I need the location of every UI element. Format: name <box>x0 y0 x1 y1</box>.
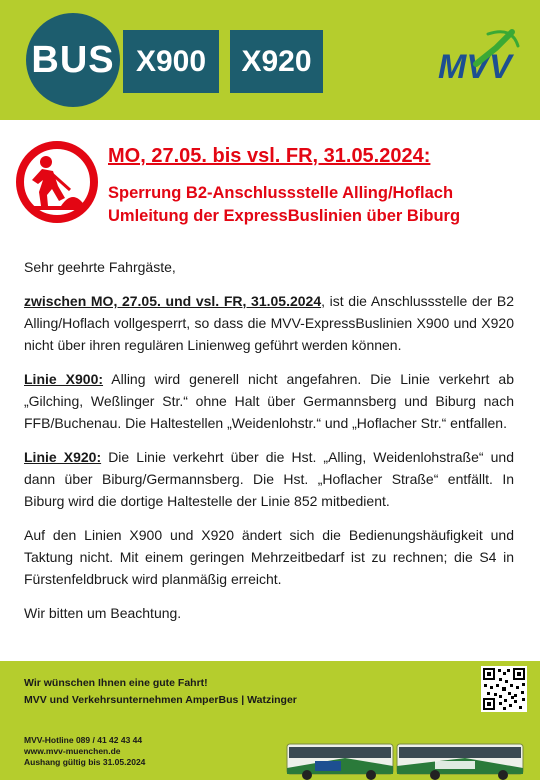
line-badge-x900: X900 <box>123 30 219 93</box>
qr-code[interactable] <box>481 666 527 712</box>
contact-info <box>24 735 145 768</box>
paragraph-frequency: Auf den Linien X900 und X920 ändert sich die Bedienungshäufigkeit und Taktung nicht. Mit einem geringen Mehrzeitbedarf ist zu rechnen; die S4 in Fürstenfeldbruck wird planmäßig erreicht. <box>24 527 514 587</box>
bus-badge: BUS <box>26 13 120 107</box>
paragraph-x900 <box>24 368 514 434</box>
notice-subtitle-line2: Umleitung der ExpressBuslinien über Biburg <box>108 207 461 225</box>
closure-period: zwischen MO, 27.05. und vsl. FR, 31.05.2024 <box>24 293 322 309</box>
x920-label: Linie X920: <box>24 449 102 465</box>
mvv-logo-text: MVV <box>438 48 512 86</box>
x920-text: Die Linie verkehrt über die Hst. „Alling, Weidenlohstraße“ und dann über Biburg/Germannsberg. Die Hst. „Hoflacher Straße“ entfällt. In Biburg wird die dortige Haltestelle der Linie 852 mitbedient. <box>24 449 514 509</box>
notice-body <box>24 256 514 636</box>
greeting: Sehr geehrte Fahrgäste, <box>24 259 176 275</box>
line-badge-x920: X920 <box>230 30 323 93</box>
date-range-title: MO, 27.05. bis vsl. FR, 31.05.2024: <box>108 145 431 167</box>
bus-illustration <box>285 736 525 780</box>
notice-subtitle-line1: Sperrung B2-Anschlussstelle Alling/Hoflach <box>108 184 454 202</box>
validity-text: Aushang gültig bis 31.05.2024 <box>24 757 146 767</box>
header-bar <box>0 0 540 120</box>
good-trip-text: Wir wünschen Ihnen eine gute Fahrt! <box>24 677 208 689</box>
closure-text: , ist die Anschlussstelle der B2 Alling/Hoflach vollgesperrt, so dass die MVV-ExpressBuslinien X900 und X920 nicht über ihren regulären Linienweg geführt werden können. <box>24 293 514 353</box>
operators-text: MVV und Verkehrsunternehmen AmperBus | Watzinger <box>24 694 297 706</box>
roadwork-warning-icon <box>15 140 99 224</box>
mvv-logo <box>436 28 522 86</box>
paragraph-x920 <box>24 446 514 512</box>
hotline-text: MVV-Hotline 089 / 41 42 43 44 <box>24 735 143 745</box>
x900-text: Alling wird generell nicht angefahren. Die Linie verkehrt ab „Gilching, Weßlinger Str.“ ohne Halt über Germannsberg und Biburg nach FFB/Buchenau. Die Haltestellen „Weidenlohstr.“ und „Hoflacher Str.“ entfallen. <box>24 371 514 431</box>
x900-label: Linie X900: <box>24 371 104 387</box>
website-link[interactable]: www.mvv-muenchen.de <box>24 746 121 756</box>
paragraph-closure <box>24 290 514 356</box>
footer-bar <box>0 661 540 780</box>
paragraph-closing: Wir bitten um Beachtung. <box>24 605 182 621</box>
notice-subtitle <box>108 182 460 228</box>
